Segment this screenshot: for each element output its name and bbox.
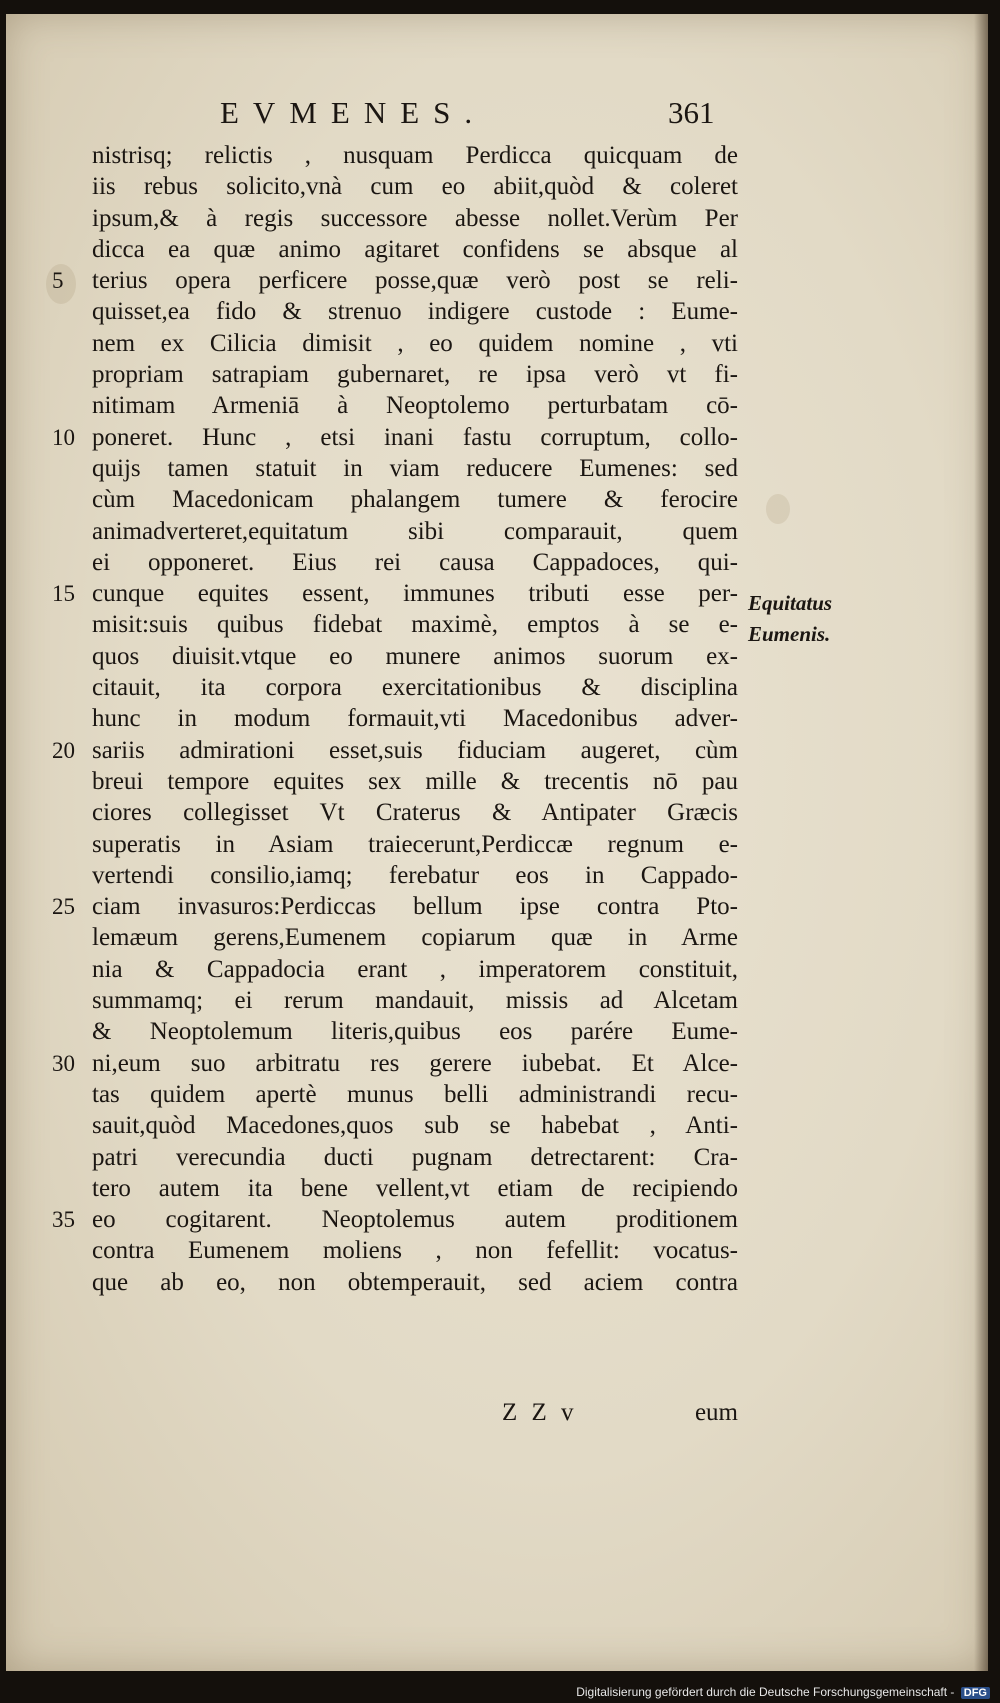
text-line — [92, 1267, 738, 1298]
body-text — [52, 140, 738, 1298]
line-text: iis rebus solicito,vnà cum eo abiit,quòd & coleret — [92, 173, 738, 201]
text-line — [92, 829, 738, 860]
text-line — [92, 954, 738, 985]
line-text: quijs tamen statuit in viam reducere Eumenes: sed — [92, 454, 738, 482]
line-text: animadverteret,equitatum sibi comparauit, quem — [92, 517, 738, 545]
line-text: citauit, ita corpora exercitationibus & disciplina — [92, 674, 738, 702]
text-line — [92, 922, 738, 953]
line-text: cùm Macedonicam phalangem tumere & ferocire — [92, 486, 738, 514]
line-number: 20 — [52, 737, 75, 763]
line-text: ciores collegisset Vt Craterus & Antipater Græcis — [92, 799, 738, 827]
line-text: que ab eo, non obtemperauit, sed aciem contra — [92, 1268, 738, 1296]
line-text: ei opponeret. Eius rei causa Cappadoces, qui- — [92, 548, 738, 576]
text-line — [52, 1048, 738, 1079]
line-number: 35 — [52, 1207, 75, 1233]
margin-note — [748, 588, 832, 650]
text-line — [52, 578, 738, 609]
line-text: nistrisq; relictis , nusquam Perdicca quicquam de — [92, 142, 738, 169]
text-line — [92, 860, 738, 891]
text-line — [92, 703, 738, 734]
line-text: hunc in modum formauit,vti Macedonibus adver- — [92, 705, 738, 733]
text-line — [52, 422, 738, 453]
text-line — [92, 672, 738, 703]
text-line — [92, 234, 738, 265]
line-number: 5 — [52, 268, 64, 294]
text-line — [92, 609, 738, 640]
text-line — [92, 1142, 738, 1173]
signature-mark: Z Z v — [502, 1399, 578, 1426]
line-text: terius opera perficere posse,quæ verò post se reli- — [92, 267, 738, 295]
text-line — [92, 1173, 738, 1204]
line-text: nem ex Cilicia dimisit , eo quidem nomine , vti — [92, 329, 738, 357]
text-line — [92, 641, 738, 672]
line-number: 25 — [52, 894, 75, 920]
line-text: dicca ea quæ animo agitaret confidens se absque al — [92, 235, 738, 263]
line-text: tas quidem apertè munus belli administrandi recu- — [92, 1080, 738, 1108]
line-text: ni,eum suo arbitratu res gerere iubebat. Et Alce- — [92, 1049, 738, 1077]
line-text: misit:suis quibus fidebat maximè, emptos à se e- — [92, 611, 738, 639]
line-text: contra Eumenem moliens , non fefellit: vocatus- — [92, 1237, 738, 1265]
text-line — [92, 484, 738, 515]
line-text: vertendi consilio,iamq; ferebatur eos in Cappado- — [92, 861, 738, 889]
text-line — [92, 171, 738, 202]
text-line — [92, 1016, 738, 1047]
line-text: superatis in Asiam traiecerunt,Perdiccæ regnum e- — [92, 830, 738, 858]
margin-note-line: Equitatus — [748, 591, 833, 615]
text-line — [52, 735, 738, 766]
text-line — [92, 547, 738, 578]
text-line — [92, 328, 738, 359]
line-number: 15 — [52, 581, 75, 607]
line-text: summamq; ei rerum mandauit, missis ad Alcetam — [92, 987, 738, 1015]
text-line — [92, 1110, 738, 1141]
line-text: & Neoptolemum literis,quibus eos parére Eume- — [92, 1018, 738, 1046]
line-text: quos diuisit.vtque eo munere animos suorum ex- — [92, 642, 738, 670]
line-text: sauit,quòd Macedones,quos sub se habebat , Anti- — [92, 1112, 738, 1140]
text-line — [92, 1079, 738, 1110]
line-number: 30 — [52, 1050, 75, 1076]
page-number: 361 — [668, 95, 715, 130]
digitization-credit — [576, 1685, 990, 1699]
text-line — [52, 265, 738, 296]
page-edge-shadow — [974, 14, 988, 1671]
text-line — [92, 797, 738, 828]
line-text: tero autem ita bene vellent,vt etiam de recipiendo — [92, 1174, 738, 1202]
text-line — [52, 1204, 738, 1235]
margin-note-line: Eumenis. — [748, 622, 831, 646]
text-line — [92, 766, 738, 797]
line-text: nitimam Armeniā à Neoptolemo perturbatam cō- — [92, 392, 738, 420]
line-text: propriam satrapiam gubernaret, re ipsa verò vt fi- — [92, 361, 738, 389]
running-head: EVMENES. — [220, 95, 487, 130]
text-line — [52, 891, 738, 922]
text-line — [92, 1235, 738, 1266]
text-line — [92, 140, 738, 171]
line-number: 10 — [52, 424, 75, 450]
line-text: quisset,ea fido & strenuo indigere custode : Eume- — [92, 298, 738, 326]
dfg-logo-icon: DFG — [961, 1687, 990, 1699]
line-text: patri verecundia ducti pugnam detrectarent: Cra- — [92, 1143, 738, 1171]
text-line — [92, 516, 738, 547]
line-text: cunque equites essent, immunes tributi esse per- — [92, 580, 738, 608]
catchword: eum — [694, 1399, 738, 1426]
line-text: eo cogitarent. Neoptolemus autem proditionem — [92, 1206, 738, 1234]
credit-text: Digitalisierung gefördert durch die Deutsche Forschungsgemeinschaft - — [576, 1685, 955, 1699]
line-text: ipsum,& à regis successore abesse nollet.Verùm Per — [92, 204, 738, 232]
text-line — [92, 296, 738, 327]
line-text: ciam invasuros:Perdiccas bellum ipse contra Pto- — [92, 893, 738, 921]
text-line — [92, 985, 738, 1016]
line-text: sariis admirationi esset,suis fiduciam augeret, cùm — [92, 736, 738, 764]
text-line — [92, 203, 738, 234]
line-text: nia & Cappadocia erant , imperatorem constituit, — [92, 955, 738, 983]
text-line — [92, 359, 738, 390]
paper-stain — [766, 494, 790, 524]
line-text: breui tempore equites sex mille & trecentis nō pau — [92, 767, 738, 795]
line-text: poneret. Hunc , etsi inani fastu corruptum, collo- — [92, 423, 738, 451]
text-line — [92, 390, 738, 421]
line-text: lemæum gerens,Eumenem copiarum quæ in Arme — [92, 924, 738, 952]
page-footer-catchwords — [92, 1399, 738, 1431]
text-line — [92, 453, 738, 484]
